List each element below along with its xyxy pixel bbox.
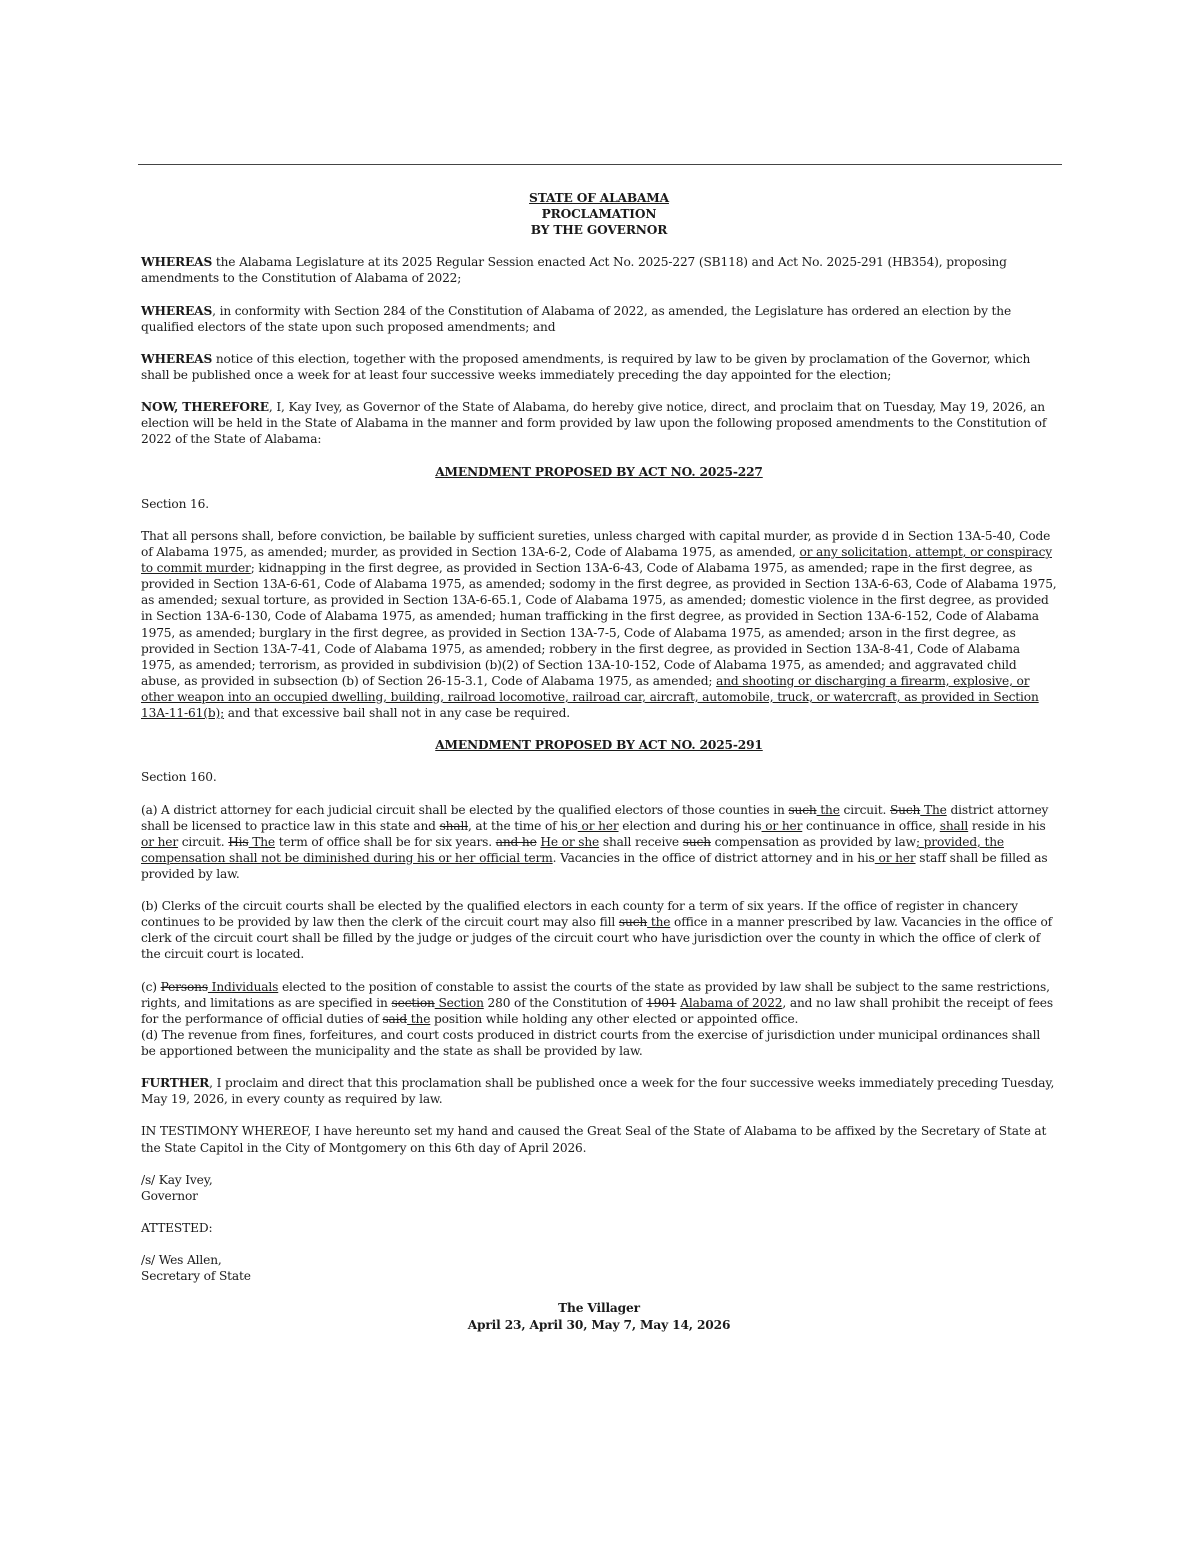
secretary-name: /s/ Wes Allen, <box>141 1253 222 1268</box>
proclamation-body <box>141 190 1057 1333</box>
whereas-lead: WHEREAS <box>141 303 213 318</box>
text-run: and that excessive bail shall not in any case be required. <box>224 706 570 720</box>
text-run: continuance in office, <box>802 818 940 833</box>
top-rule <box>138 164 1062 165</box>
inserted-text: the <box>407 1011 431 1026</box>
inserted-text: the <box>647 915 671 930</box>
deleted-text: said <box>382 1011 408 1026</box>
now-therefore-text: , I, Kay Ivey, as Governor of the State of Alabama, do hereby give notice, direct, and proclaim that on Tuesday, May 19, 2026, an election will be held in the State of Alabama in the manner and form provided by law upon the following proposed amendments to the Constitution of 2022 of the State of Alabama: <box>141 400 1047 447</box>
text-run: circuit. <box>178 834 229 849</box>
inserted-text: He or she <box>540 834 600 849</box>
deleted-text: 1901 <box>646 995 677 1010</box>
further-paragraph <box>141 1075 1057 1107</box>
heading-state: STATE OF ALABAMA <box>529 191 669 205</box>
deleted-text: and he <box>495 834 537 849</box>
document-heading <box>141 190 1057 238</box>
inserted-text: Section <box>434 995 484 1010</box>
deleted-text: shall <box>439 818 468 833</box>
text-run: district attorney shall be licensed to practice law in this state and <box>141 802 1049 833</box>
now-therefore-paragraph <box>141 399 1057 447</box>
amendment-1-title: AMENDMENT PROPOSED BY ACT NO. 2025-227 <box>435 464 763 479</box>
inserted-text: Alabama of 2022 <box>680 995 783 1010</box>
whereas-paragraph-2 <box>141 303 1057 335</box>
deleted-text: such <box>788 802 817 817</box>
text-run: compensation as provided by law <box>710 834 916 849</box>
inserted-text: Individuals <box>207 979 279 994</box>
inserted-text: ; provided, the compensation shall not be diminished during his or her official term <box>141 834 1004 865</box>
deleted-text: such <box>618 915 648 930</box>
text-run: position while holding any other elected or appointed office. <box>430 1011 799 1026</box>
amendment-1-section: Section 16. <box>141 496 209 511</box>
inserted-text: or her <box>577 818 619 833</box>
inserted-text: The <box>920 802 947 817</box>
secretary-signature <box>141 1252 1057 1284</box>
text-run: (a) A district attorney for each judicial circuit shall be elected by the qualified electors of those counties in <box>141 802 789 817</box>
text-run: (c) <box>141 979 161 994</box>
inserted-text: shall <box>939 818 969 833</box>
subsection-a <box>141 802 1057 882</box>
inserted-text: The <box>248 834 275 849</box>
subsection-c <box>141 979 1057 1027</box>
attested-label: ATTESTED: <box>141 1221 213 1235</box>
governor-signature <box>141 1172 1057 1204</box>
amendment-2-title: AMENDMENT PROPOSED BY ACT NO. 2025-291 <box>435 738 763 753</box>
text-run: elected to the position of constable to assist the courts of the state as provided by law shall be subject to the same restrictions, rights, and limitations as are specified in <box>141 979 1050 1010</box>
text-run: shall receive <box>599 834 683 849</box>
deleted-text: such <box>682 834 711 849</box>
text-run: term of office shall be for six years. <box>275 834 496 849</box>
text-run: , and no law shall prohibit the receipt of fees for the performance of official duties of <box>141 995 1053 1026</box>
deleted-text: His <box>228 834 249 849</box>
secretary-title: Secretary of State <box>141 1269 251 1284</box>
publication-dates: April 23, April 30, May 7, May 14, 2026 <box>467 1317 731 1332</box>
heading-proclamation: PROCLAMATION <box>541 207 657 222</box>
inserted-text: or her <box>874 850 916 865</box>
deleted-text: Persons <box>160 979 208 994</box>
whereas-text: the Alabama Legislature at its 2025 Regular Session enacted Act No. 2025-227 (SB118) and Act No. 2025-291 (HB354), proposing amendments to the Constitution of Alabama of 2022; <box>141 255 1007 286</box>
text-run: That all persons shall, before conviction, be bailable by sufficient sureties, unless charged with capital murder, as provide d in Section 13A-5-40, Code of Alabama 1975, as amended; murder, as provided in Section 13A-6-2, Code of Alabama 1975, as amended, <box>141 528 1051 560</box>
now-therefore-lead: NOW, THEREFORE <box>141 400 269 415</box>
text-run: reside in his <box>968 818 1046 833</box>
further-text: , I proclaim and direct that this proclamation shall be published once a week for the four successive weeks immediately preceding Tuesday, May 19, 2026, in every county as required by law. <box>141 1076 1055 1107</box>
deleted-text: Such <box>889 802 921 817</box>
inserted-text: or her <box>761 818 803 833</box>
text-run: . Vacancies in the office of district attorney and in his <box>552 850 875 865</box>
subsection-d: (d) The revenue from fines, forfeitures, and court costs produced in district courts from the exercise of jurisdiction under municipal ordinances shall be apportioned between the municipality and the state as shall be provided by law. <box>141 1027 1041 1058</box>
amendment-1-text <box>141 528 1057 721</box>
whereas-lead: WHEREAS <box>141 351 213 366</box>
whereas-paragraph-1 <box>141 254 1057 286</box>
whereas-text: , in conformity with Section 284 of the Constitution of Alabama of 2022, as amended, the Legislature has ordered an election by the qualified electors of the state upon such proposed amendments; and <box>141 303 1012 334</box>
whereas-paragraph-3 <box>141 351 1057 383</box>
heading-governor: BY THE GOVERNOR <box>530 223 668 238</box>
whereas-text: notice of this election, together with the proposed amendments, is required by law to be given by proclamation of the Governor, which shall be published once a week for at least four successive weeks immediately preceding the day appointed for the election; <box>141 351 1031 383</box>
text-run: ; kidnapping in the first degree, as provided in Section 13A-6-43, Code of Alabama 1975, as amended; rape in the first degree, as provided in Section 13A-6-61, Code of Alabama 1975, as amended; sodomy in the first degree, as provided in Section 13A-6-63, Code of Alabama 1975, as amended; sexual torture, as provided in Section 13A-6-65.1, Code of Alabama 1975, as amended; domestic violence in the first degree, as provided in Section 13A-6-130, Code of Alabama 1975, as amended; human trafficking in the first degree, as provided in Section 13A-6-152, Code of Alabama 1975, as amended; burglary in the first degree, as provided in Section 13A-7-5, Code of Alabama 1975, as amended; arson in the first degree, as provided in Section 13A-7-41, Code of Alabama 1975, as amended; robbery in the first degree, as provided in Section 13A-8-41, Code of Alabama 1975, as amended; terrorism, as provided in subdivision (b)(2) of Section 13A-10-152, Code of Alabama 1975, as amended; and aggravated child abuse, as provided in subsection (b) of Section 26-15-3.1, Code of Alabama 1975, as amended; <box>141 561 1057 688</box>
text-run: office in a manner prescribed by law. Vacancies in the office of clerk of the circuit court shall be filled by the judge or judges of the circuit court who have jurisdiction over the county in which the office of clerk of the circuit court is located. <box>141 915 1053 962</box>
governor-title: Governor <box>141 1188 198 1203</box>
text-run: circuit. <box>839 802 890 817</box>
inserted-text: and shooting or discharging a firearm, explosive, or other weapon into an occupied dwelling, building, railroad locomotive, railroad car, aircraft, automobile, truck, or watercraft, as provided in Section 13A-11-61(b); <box>141 673 1039 720</box>
publication-footer <box>141 1300 1057 1332</box>
inserted-text: the <box>816 802 840 817</box>
inserted-text: or her <box>141 834 179 849</box>
deleted-text: section <box>391 995 435 1010</box>
subsection-b <box>141 898 1057 962</box>
inserted-text: or any solicitation, attempt, or conspiracy to commit murder <box>141 545 1052 576</box>
further-lead: FURTHER <box>141 1076 210 1091</box>
amendment-2-section: Section 160. <box>141 770 217 785</box>
governor-name: /s/ Kay Ivey, <box>141 1172 213 1187</box>
text-run: (b) Clerks of the circuit courts shall be elected by the qualified electors in each county for a term of six years. If the office of register in chancery continues to be provided by law then the clerk of the circuit court may also fill <box>141 899 1018 930</box>
text-run: , at the time of his <box>467 818 578 833</box>
whereas-lead: WHEREAS <box>141 255 213 270</box>
text-run: election and during his <box>618 818 762 833</box>
text-run: staff shall be filled as provided by law. <box>141 850 1048 881</box>
text-run: 280 of the Constitution of <box>483 995 647 1010</box>
publication-name: The Villager <box>558 1301 640 1316</box>
testimony-paragraph: IN TESTIMONY WHEREOF, I have hereunto set my hand and caused the Great Seal of the State of Alabama to be affixed by the Secretary of State at the State Capitol in the City of Montgomery on this 6th day of April 2026. <box>141 1124 1047 1155</box>
